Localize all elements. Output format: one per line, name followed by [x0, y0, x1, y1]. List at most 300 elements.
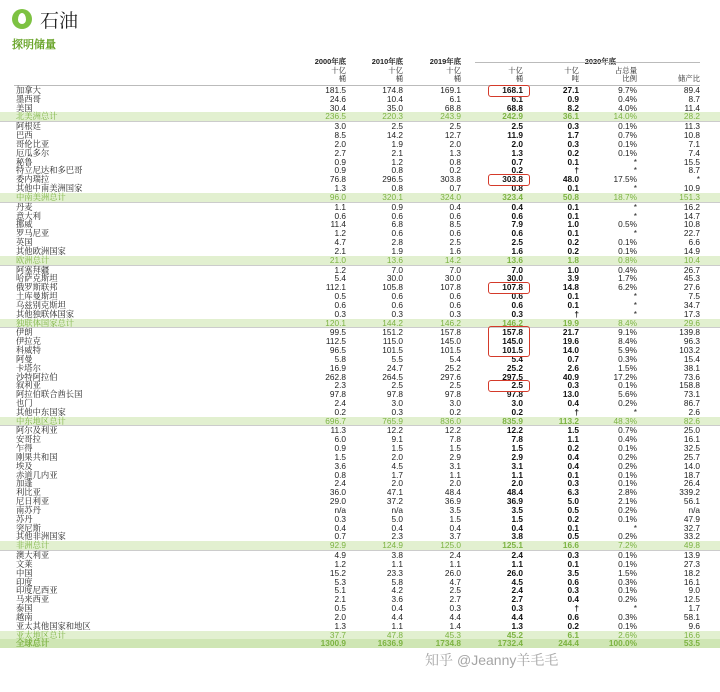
table-row: [0, 399, 720, 408]
row-label: 印度: [16, 576, 33, 587]
highlight-box: [488, 380, 530, 392]
cell: 6.0: [334, 434, 346, 445]
cell: 2.5: [391, 380, 403, 391]
cell: 0.3: [567, 585, 579, 596]
row-label: 中南美洲总计: [16, 191, 66, 202]
cell: 100.0%: [608, 638, 637, 649]
table-row: [0, 435, 720, 444]
table-row: [0, 560, 720, 569]
row-label: 赤道几内亚: [16, 469, 58, 480]
cell: 0.3: [391, 406, 403, 417]
cell: 297.5: [502, 371, 523, 382]
cell: 4.9: [334, 550, 346, 561]
cell: 244.4: [558, 638, 579, 649]
row-label: 其他非洲国家: [16, 531, 66, 542]
table-row: [0, 220, 720, 229]
table-row: [0, 355, 720, 364]
cell: 32.7: [683, 522, 700, 533]
cell: 169.1: [440, 85, 461, 95]
cell: 0.2: [449, 165, 461, 176]
zhihu-logo-icon: 知乎: [425, 652, 453, 668]
cell: 0.6: [334, 210, 346, 221]
cell: *: [633, 603, 637, 614]
cell: 0.6: [449, 299, 461, 310]
cell: 2.9: [511, 451, 523, 462]
cell: n/a: [334, 504, 346, 515]
cell: 2.5: [511, 237, 523, 248]
cell: 33.2: [683, 531, 700, 542]
reserves-table: [0, 86, 720, 648]
cell: 0.1: [567, 210, 579, 221]
row-label: 非洲总计: [16, 540, 50, 551]
table-row: [0, 212, 720, 221]
cell: 0.1: [567, 228, 579, 239]
cell: 5.4: [334, 273, 346, 284]
cell: 107.8: [440, 282, 461, 293]
cell: 0.4: [511, 201, 523, 212]
cell: 4.5: [391, 460, 403, 471]
cell: 1.7: [391, 469, 403, 480]
cell: 2.5: [391, 121, 403, 132]
cell: 303.8: [440, 174, 461, 185]
cell: 2.6%: [618, 629, 637, 640]
row-label: 其他中东国家: [16, 406, 66, 417]
cell: 0.4: [449, 201, 461, 212]
cell: 1.5: [449, 443, 461, 454]
table-row: [0, 479, 720, 488]
cell: 48.4: [506, 487, 523, 498]
cell: n/a: [688, 504, 700, 515]
cell: 0.2: [567, 237, 579, 248]
cell: 14.2: [386, 130, 403, 141]
cell: 38.1: [683, 362, 700, 373]
cell: 0.1: [567, 299, 579, 310]
row-label: 挪威: [16, 219, 33, 230]
cell: 2.7: [511, 594, 523, 605]
cell: 0.1%: [618, 478, 637, 489]
cell: 28.2: [683, 111, 700, 122]
cell: 0.4: [567, 397, 579, 408]
row-label: 利比亚: [16, 487, 41, 498]
cell: 0.4: [567, 594, 579, 605]
cell: 0.9: [334, 443, 346, 454]
table-row: [0, 184, 720, 193]
cell: 8.7: [688, 93, 700, 104]
cell: 0.2: [567, 620, 579, 631]
cell: 320.1: [382, 191, 403, 202]
cell: 2.6: [688, 406, 700, 417]
cell: 0.3: [567, 138, 579, 149]
cell: 157.8: [440, 327, 461, 338]
cell: 696.7: [325, 415, 346, 426]
row-label: 秘鲁: [16, 156, 33, 167]
table-row: [0, 497, 720, 506]
cell: 14.8: [562, 282, 579, 293]
row-label: 澳大利亚: [16, 550, 50, 561]
cell: 0.1%: [618, 147, 637, 158]
cell: 146.2: [502, 317, 523, 328]
row-label: 刚果共和国: [16, 451, 58, 462]
cell: 835.9: [502, 415, 523, 426]
row-label: 委内瑞拉: [16, 174, 50, 185]
cell: 0.1%: [618, 138, 637, 149]
cell: 339.2: [679, 487, 700, 498]
cell: 2.5: [511, 380, 523, 391]
cell: 3.1: [511, 460, 523, 471]
row-label: 阿曼: [16, 353, 33, 364]
cell: 5.8: [391, 576, 403, 587]
cell: 2.6: [567, 362, 579, 373]
row-label: 亚太其他国家和地区: [16, 620, 91, 631]
table-row: [0, 292, 720, 301]
cell: 13.0: [562, 389, 579, 400]
cell: 1.3: [511, 620, 523, 631]
cell: 2.0: [449, 478, 461, 489]
cell: 3.0: [334, 121, 346, 132]
cell: 58.1: [683, 611, 700, 622]
cell: n/a: [391, 504, 403, 515]
cell: 5.0: [391, 513, 403, 524]
cell: 8.5: [449, 219, 461, 230]
cell: 0.2%: [618, 460, 637, 471]
cell: 157.8: [502, 327, 523, 338]
cell: 30.4: [329, 102, 346, 113]
table-row: [0, 265, 720, 275]
cell: 1.7: [688, 603, 700, 614]
row-label: 阿塞拜疆: [16, 264, 50, 275]
cell: 145.0: [502, 336, 523, 347]
row-label: 意大利: [16, 210, 41, 221]
cell: 8.4%: [618, 336, 637, 347]
cell: 3.1: [449, 460, 461, 471]
cell: 4.4: [449, 611, 461, 622]
row-label: 越南: [16, 611, 33, 622]
cell: 1.3: [334, 183, 346, 194]
cell: 6.1: [567, 629, 579, 640]
cell: 2.5: [449, 380, 461, 391]
cell: 120.1: [325, 317, 346, 328]
cell: 0.7%: [618, 130, 637, 141]
cell: 1.1: [567, 434, 579, 445]
cell: 14.0%: [613, 111, 637, 122]
cell: 13.6: [506, 254, 523, 265]
highlight-box: [488, 85, 530, 97]
cell: 0.2%: [618, 397, 637, 408]
cell: 323.4: [502, 191, 523, 202]
cell: 2.5: [449, 237, 461, 248]
table-row: [0, 283, 720, 292]
cell: 6.1: [511, 93, 523, 104]
table-row: [0, 578, 720, 587]
cell: 6.1: [449, 93, 461, 104]
cell: 10.8: [683, 130, 700, 141]
cell: 0.3%: [618, 576, 637, 587]
cell: 151.2: [382, 327, 403, 338]
table-row: [0, 166, 720, 175]
cell: 297.6: [440, 371, 461, 382]
cell: 0.6: [567, 611, 579, 622]
cell: 10.4: [386, 93, 403, 104]
row-label: 厄瓜多尔: [16, 147, 50, 158]
cell: 1.6: [511, 245, 523, 256]
cell: *: [633, 522, 637, 533]
cell: 0.1: [567, 522, 579, 533]
row-label: 尼日利亚: [16, 496, 50, 507]
cell: 1.7: [567, 130, 579, 141]
cell: *: [633, 156, 637, 167]
cell: 0.6: [449, 291, 461, 302]
cell: 0.6: [511, 228, 523, 239]
cell: 92.9: [329, 540, 346, 551]
row-label: 也门: [16, 397, 33, 408]
cell: 0.7: [567, 353, 579, 364]
cell: 139.8: [679, 327, 700, 338]
cell: 45.2: [506, 629, 523, 640]
cell: 115.0: [382, 336, 403, 347]
cell: 0.4%: [618, 93, 637, 104]
cell: 82.6: [683, 415, 700, 426]
cell: 3.6: [391, 594, 403, 605]
cell: 264.5: [382, 371, 403, 382]
table-row: [0, 390, 720, 399]
cell: 1.1: [334, 201, 346, 212]
table-row: [0, 381, 720, 390]
cell: 73.6: [683, 371, 700, 382]
cell: 24.7: [386, 362, 403, 373]
table-row: [0, 444, 720, 453]
cell: *: [633, 291, 637, 302]
cell: 7.0: [391, 264, 403, 275]
row-label: 科威特: [16, 345, 41, 356]
cell: 15.4: [683, 353, 700, 364]
cell: 2.4: [334, 478, 346, 489]
col-share-a: 占总量: [614, 66, 637, 75]
subtotal-row: [0, 193, 720, 202]
cell: 48.0: [562, 174, 579, 185]
table-row: [0, 175, 720, 184]
cell: 3.7: [449, 531, 461, 542]
cell: 89.4: [683, 85, 700, 95]
cell: 2.3: [391, 531, 403, 542]
cell: 0.3: [334, 308, 346, 319]
row-label: 乍得: [16, 443, 33, 454]
cell: 2.4: [511, 550, 523, 561]
cell: 1.2: [334, 228, 346, 239]
cell: 0.1%: [618, 469, 637, 480]
cell: 0.1%: [618, 121, 637, 132]
cell: 1.1: [391, 558, 403, 569]
row-label: 印度尼西亚: [16, 585, 58, 596]
cell: 13.9: [683, 550, 700, 561]
cell: 18.7%: [613, 191, 637, 202]
cell: 7.8: [449, 434, 461, 445]
cell: 16.6: [562, 540, 579, 551]
cell: 11.4: [330, 219, 346, 230]
cell: 2.5: [449, 585, 461, 596]
table-row: [0, 86, 720, 95]
cell: 11.4: [684, 102, 700, 113]
cell: 151.3: [679, 191, 700, 202]
row-label: 罗马尼亚: [16, 228, 50, 239]
cell: 50.8: [562, 191, 579, 202]
row-label: 突尼斯: [16, 522, 41, 533]
drop-icon: [12, 9, 32, 29]
cell: 324.0: [440, 191, 461, 202]
row-label: 加拿大: [16, 85, 41, 95]
cell: 2.1: [334, 245, 346, 256]
cell: 1.5%: [618, 362, 637, 373]
cell: 1.0: [567, 264, 579, 275]
col-2020-unit2: 桶: [515, 74, 523, 83]
table-row: [0, 595, 720, 604]
cell: 16.9: [329, 362, 346, 373]
col-rp: 储产比: [677, 74, 700, 83]
cell: 3.5: [449, 504, 461, 515]
cell: 836.0: [440, 415, 461, 426]
cell: 0.4%: [618, 264, 637, 275]
cell: 30.0: [444, 273, 461, 284]
cell: 1.5: [511, 443, 523, 454]
col-2020b-unit2: 吨: [571, 74, 579, 83]
cell: 25.2: [444, 362, 461, 373]
row-label: 中东地区总计: [16, 415, 66, 426]
cell: 1732.4: [497, 638, 523, 649]
cell: 0.1%: [618, 585, 637, 596]
cell: 0.3: [567, 478, 579, 489]
cell: 10.4: [683, 254, 700, 265]
cell: 1300.9: [320, 638, 346, 649]
row-label: 其他欧洲国家: [16, 245, 66, 256]
cell: 86.7: [683, 397, 700, 408]
cell: 2.0: [391, 478, 403, 489]
cell: 0.4: [567, 451, 579, 462]
table-row: [0, 337, 720, 346]
cell: 0.1: [567, 183, 579, 194]
cell: 3.8: [391, 550, 403, 561]
row-label: 文莱: [16, 558, 33, 569]
row-label: 其他独联体国家: [16, 308, 75, 319]
table-row: [0, 408, 720, 417]
cell: 0.3: [511, 603, 523, 614]
cell: 3.9: [567, 273, 579, 284]
cell: 765.9: [382, 415, 403, 426]
cell: 4.0%: [618, 102, 637, 113]
cell: 0.6: [511, 299, 523, 310]
table-row: [0, 149, 720, 158]
cell: 6.2%: [618, 282, 637, 293]
table-row: [0, 425, 720, 435]
cell: 1.8: [567, 254, 579, 265]
cell: 2.7: [334, 147, 346, 158]
cell: 68.8: [506, 102, 523, 113]
cell: 2.1: [334, 594, 346, 605]
cell: 14.0: [683, 460, 700, 471]
cell: 2.8: [391, 237, 403, 248]
cell: 0.6: [567, 576, 579, 587]
cell: 1.4: [449, 620, 461, 631]
cell: 0.9: [391, 201, 403, 212]
cell: 2.3: [334, 380, 346, 391]
table-row: [0, 373, 720, 382]
cell: 4.7: [334, 237, 346, 248]
subtotal-row: [0, 256, 720, 265]
row-label: 亚太地区总计: [16, 629, 66, 640]
total-row: [0, 639, 720, 648]
watermark: [425, 650, 558, 670]
cell: 40.9: [562, 371, 579, 382]
cell: 7.0: [449, 264, 461, 275]
col-2020: 2020年底: [584, 57, 616, 66]
cell: 48.4: [444, 487, 461, 498]
cell: 262.8: [325, 371, 346, 382]
table-row: [0, 532, 720, 541]
cell: 97.8: [506, 389, 523, 400]
cell: 2.1: [391, 147, 403, 158]
table-row: [0, 515, 720, 524]
cell: 0.6: [391, 291, 403, 302]
cell: 23.3: [386, 567, 403, 578]
subtotal-row: [0, 112, 720, 121]
cell: 0.1%: [618, 245, 637, 256]
cell: 0.1%: [618, 558, 637, 569]
table-row: [0, 131, 720, 140]
cell: 6.6: [688, 237, 700, 248]
cell: 1.6: [449, 245, 461, 256]
row-label: 阿根廷: [16, 121, 41, 132]
cell: 6.8: [391, 219, 403, 230]
table-row: [0, 301, 720, 310]
cell: 9.6: [688, 620, 700, 631]
column-header: [0, 55, 720, 85]
cell: 2.0: [334, 138, 346, 149]
page-title: 石油: [40, 10, 79, 32]
cell: 0.6: [449, 210, 461, 221]
cell: †: [574, 406, 579, 417]
cell: 0.1: [567, 558, 579, 569]
cell: 16.1: [683, 434, 700, 445]
cell: 3.6: [334, 460, 346, 471]
row-label: 墨西哥: [16, 93, 41, 104]
cell: 0.2: [567, 513, 579, 524]
cell: 68.8: [444, 102, 461, 113]
col-share-b: 比例: [622, 74, 637, 83]
row-label: 哥伦比亚: [16, 138, 50, 149]
cell: 296.5: [382, 174, 403, 185]
cell: 21.0: [329, 254, 346, 265]
cell: 1.3: [334, 620, 346, 631]
cell: 0.2: [567, 245, 579, 256]
cell: *: [633, 299, 637, 310]
row-label: 特立尼达和多巴哥: [16, 165, 83, 176]
row-label: 阿尔及利亚: [16, 425, 58, 436]
row-label: 欧洲总计: [16, 254, 50, 265]
cell: 8.2: [567, 102, 579, 113]
cell: 236.5: [325, 111, 346, 122]
cell: 3.5: [511, 504, 523, 515]
cell: 0.8: [391, 183, 403, 194]
cell: 12.2: [506, 425, 523, 436]
cell: 48.3%: [613, 415, 637, 426]
table-row: [0, 327, 720, 337]
cell: 14.9: [683, 245, 700, 256]
cell: 0.2: [334, 406, 346, 417]
cell: *: [633, 183, 637, 194]
cell: 0.4: [334, 522, 346, 533]
year-rule: [475, 62, 700, 63]
cell: 10.8: [683, 219, 700, 230]
cell: 14.7: [683, 210, 700, 221]
cell: 6.3: [567, 487, 579, 498]
